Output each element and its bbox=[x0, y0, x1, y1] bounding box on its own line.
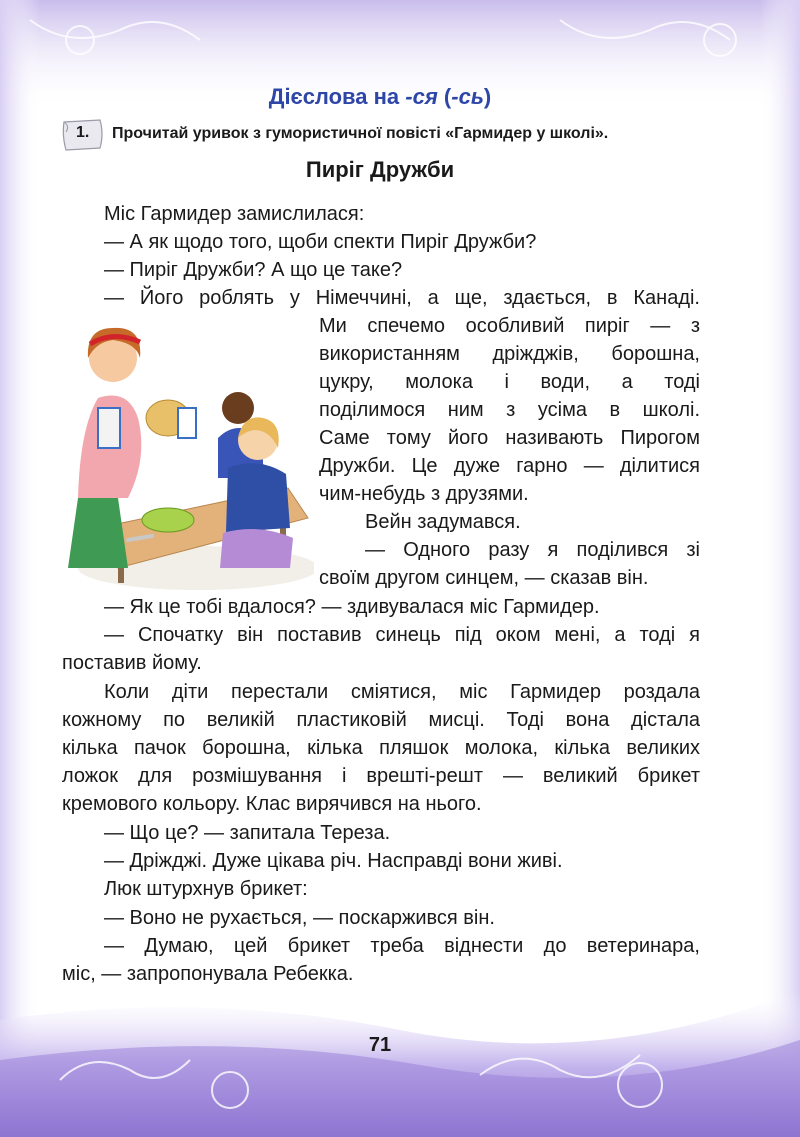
story-line: — Пиріг Дружби? А що це таке? bbox=[104, 259, 403, 281]
section-title: Дієслова на -ся (-сь) bbox=[268, 84, 492, 109]
story-line: Саме тому його називають Пирогом bbox=[319, 427, 700, 449]
story-line: — Його роблять у Німеччині, а ще, здається, в Канаді. bbox=[104, 287, 700, 309]
story-line: Дружби. Це дуже гарно — ділитися bbox=[319, 455, 700, 477]
story-line: Люк штурхнув брикет: bbox=[104, 878, 308, 900]
story-line: Вейн задумався. bbox=[365, 511, 521, 533]
story-line: Коли діти перестали сміятися, міс Гармидер роздала bbox=[104, 681, 700, 703]
story-line: чим-небудь з друзями. bbox=[319, 483, 529, 505]
story-line: — Воно не рухається, — поскаржився він. bbox=[104, 907, 495, 929]
story-line: кілька пачок борошна, кілька пляшок молока, кілька великих bbox=[62, 737, 700, 759]
story-line: — Одного разу я поділився зі bbox=[365, 539, 700, 561]
story-line: — Що це? — запитала Тереза. bbox=[104, 822, 391, 844]
story-line: Міс Гармидер замислилася: bbox=[104, 203, 365, 225]
story-line: — Спочатку він поставив синець під оком мені, а тоді я bbox=[104, 624, 700, 646]
page-number: 71 bbox=[368, 1034, 392, 1056]
task-instruction: Прочитай уривок з гумористичної повісті «Гармидер у школі». bbox=[112, 125, 609, 142]
task-number: 1. bbox=[76, 124, 90, 141]
story-line: своїм другом синцем, — сказав він. bbox=[319, 567, 649, 589]
story-line: — А як щодо того, щоби спекти Пиріг Дружби? bbox=[104, 231, 537, 253]
story-line: міс, — запропонувала Ребекка. bbox=[62, 963, 354, 985]
story-line: використанням дріжджів, борошна, bbox=[319, 343, 700, 365]
story-line: кремового кольору. Клас вирячився на нього. bbox=[62, 793, 482, 815]
task-header bbox=[60, 118, 760, 152]
story-line: — Думаю, цей брикет треба віднести до ветеринара, bbox=[104, 935, 700, 957]
story-line: ложок для розмішування і врешті-решт — великий брикет bbox=[62, 765, 700, 787]
story-line: поставив йому. bbox=[62, 652, 202, 674]
story-line: — Як це тобі вдалося? — здивувалася міс Гармидер. bbox=[104, 596, 600, 618]
story-title: Пиріг Дружби bbox=[305, 157, 455, 182]
teacher-children-illustration bbox=[58, 318, 314, 590]
story-line: поділимося ним з усіма в школі. bbox=[319, 399, 700, 421]
story-line: Ми спечемо особливий пиріг — з bbox=[319, 315, 700, 337]
story-line: цукру, молока і води, а тоді bbox=[319, 371, 700, 393]
story-line: — Дріжджі. Дуже цікава річ. Насправді вони живі. bbox=[104, 850, 563, 872]
story-line: кожному по великій пластиковій мисці. Тоді вона дістала bbox=[62, 709, 700, 731]
